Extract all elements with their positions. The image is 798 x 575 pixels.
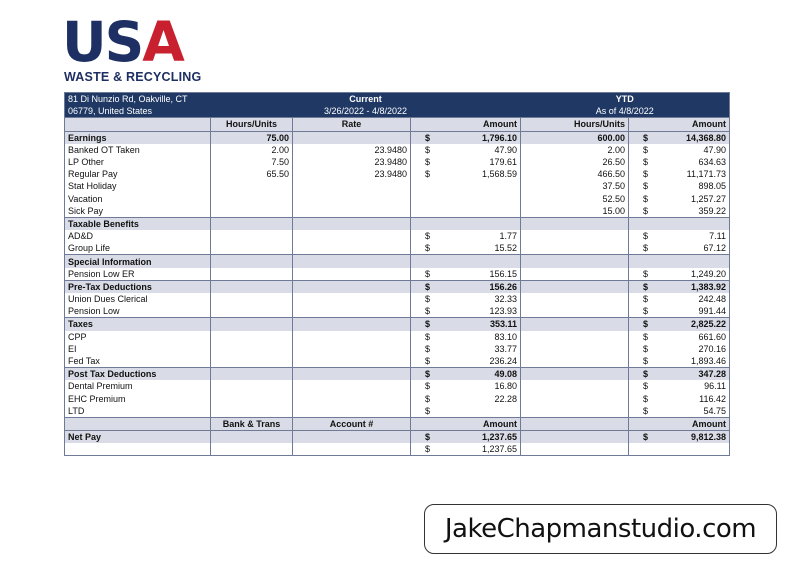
bank-blank-2: [521, 417, 629, 430]
amount-value: 353.11: [490, 319, 518, 330]
row-ytd-hours: 15.00: [521, 205, 629, 218]
ytd-period: As of 4/8/2022: [521, 105, 730, 118]
currency-symbol: $: [643, 205, 649, 216]
logo-wordmark: USA: [62, 10, 183, 74]
row-ytd-hours: [521, 393, 629, 405]
row-rate: [293, 230, 411, 242]
row-label: Post Tax Deductions: [65, 368, 211, 381]
row-ytd-hours: [521, 380, 629, 392]
currency-symbol: $: [643, 343, 649, 354]
amount-value: 1.77: [499, 231, 518, 242]
row-rate: [293, 280, 411, 293]
currency-symbol: $: [643, 381, 649, 392]
row-label: Regular Pay: [65, 168, 211, 180]
current-period: 3/26/2022 - 4/8/2022: [211, 105, 521, 118]
currency-symbol: $: [425, 306, 431, 317]
net-pay-row: [65, 431, 730, 444]
row-label: Taxes: [65, 318, 211, 331]
pay-stub-table: [64, 92, 730, 456]
row-label: AD&D: [65, 230, 211, 242]
amount-value: 47.90: [703, 144, 727, 155]
col-ytd-amount: Amount: [629, 118, 730, 131]
amount-value: 179.61: [489, 157, 518, 168]
row-rate: [293, 405, 411, 418]
row-label: Taxable Benefits: [65, 217, 211, 230]
row-ytd-amount: [629, 293, 730, 305]
bank-header-row: [65, 417, 730, 430]
currency-symbol: $: [643, 319, 649, 330]
row-rate: [293, 205, 411, 218]
row-amount: [411, 380, 521, 392]
row-ytd-amount: [629, 368, 730, 381]
row-hours: [211, 355, 293, 368]
currency-symbol: $: [425, 432, 431, 443]
row-ytd-amount: [629, 380, 730, 392]
row-hours: [211, 368, 293, 381]
row-amount: [411, 280, 521, 293]
amount-value: 1,237.65: [481, 432, 518, 443]
row-label: LP Other: [65, 156, 211, 168]
amount-value: 32.33: [494, 294, 518, 305]
row-rate: [293, 343, 411, 355]
row-ytd-hours: [521, 343, 629, 355]
row-ytd-hours: 52.50: [521, 193, 629, 205]
amount-value: 1,796.10: [481, 132, 518, 143]
row-hours: [211, 318, 293, 331]
row-rate: [293, 331, 411, 343]
row-ytd-amount: [629, 405, 730, 418]
row-amount: [411, 355, 521, 368]
np-blank3: [521, 431, 629, 444]
row-ytd-hours: [521, 318, 629, 331]
np-blank2: [293, 431, 411, 444]
row-hours: [211, 255, 293, 268]
row-label: Dental Premium: [65, 380, 211, 392]
line-item-row: [65, 343, 730, 355]
line-item-row: [65, 168, 730, 180]
row-label: Banked OT Taken: [65, 144, 211, 156]
currency-symbol: $: [643, 331, 649, 342]
currency-symbol: $: [425, 444, 431, 455]
col-rate: Rate: [293, 118, 411, 131]
row-hours: [211, 193, 293, 205]
row-hours: [211, 217, 293, 230]
row-label: EI: [65, 343, 211, 355]
section-row: [65, 368, 730, 381]
amount-value: 156.15: [489, 268, 518, 279]
row-ytd-hours: [521, 255, 629, 268]
ytd-label: YTD: [521, 93, 730, 106]
section-row: [65, 280, 730, 293]
row-label: Vacation: [65, 193, 211, 205]
logo-tagline: WASTE & RECYCLING: [64, 70, 202, 84]
amount-value: 156.26: [489, 281, 518, 292]
currency-symbol: $: [425, 331, 431, 342]
row-hours: [211, 242, 293, 255]
amount-value: 7.11: [709, 231, 727, 242]
amount-value: 270.16: [698, 343, 727, 354]
currency-symbol: $: [425, 144, 431, 155]
currency-symbol: $: [643, 157, 649, 168]
currency-symbol: $: [643, 405, 649, 416]
row-ytd-hours: 26.50: [521, 156, 629, 168]
row-hours: 75.00: [211, 131, 293, 144]
row-rate: [293, 180, 411, 192]
amount-value: 54.75: [703, 405, 727, 416]
row-amount: [411, 305, 521, 318]
employer-address: 81 Di Nunzio Rd, Oakville, CT 06779, United States: [65, 93, 211, 118]
row-amount: [411, 331, 521, 343]
row-hours: [211, 343, 293, 355]
row-ytd-amount: [629, 343, 730, 355]
row-hours: [211, 380, 293, 392]
deposit-amount: [411, 443, 521, 456]
net-pay-label: Net Pay: [65, 431, 211, 444]
row-ytd-hours: 37.50: [521, 180, 629, 192]
currency-symbol: $: [643, 432, 649, 443]
currency-symbol: $: [643, 181, 649, 192]
currency-symbol: $: [643, 281, 649, 292]
row-label: Group Life: [65, 242, 211, 255]
row-label: Pre-Tax Deductions: [65, 280, 211, 293]
amount-value: 47.90: [494, 144, 518, 155]
currency-symbol: $: [425, 319, 431, 330]
row-ytd-amount: [629, 193, 730, 205]
amount-value: 49.08: [494, 369, 518, 380]
row-ytd-hours: 600.00: [521, 131, 629, 144]
row-label: Union Dues Clerical: [65, 293, 211, 305]
row-ytd-amount: [629, 230, 730, 242]
dep-blank5: [629, 443, 730, 456]
currency-symbol: $: [643, 268, 649, 279]
row-label: Earnings: [65, 131, 211, 144]
row-amount: [411, 393, 521, 405]
amount-value: 67.12: [703, 243, 727, 254]
amount-value: 96.11: [704, 381, 727, 392]
bank-amount-label: Amount: [411, 417, 521, 430]
currency-symbol: $: [425, 405, 431, 416]
row-ytd-amount: [629, 144, 730, 156]
row-ytd-hours: [521, 242, 629, 255]
watermark: JakeChapmanstudio.com: [424, 504, 777, 554]
row-amount: [411, 368, 521, 381]
section-row: [65, 255, 730, 268]
section-row: [65, 131, 730, 144]
amount-value: 1,893.46: [690, 356, 727, 367]
col-amount: Amount: [411, 118, 521, 131]
row-rate: [293, 131, 411, 144]
amount-value: 116.42: [699, 393, 727, 404]
row-ytd-amount: [629, 131, 730, 144]
row-ytd-amount: [629, 217, 730, 230]
row-hours: [211, 293, 293, 305]
currency-symbol: $: [643, 243, 649, 254]
section-row: [65, 217, 730, 230]
col-hours: Hours/Units: [211, 118, 293, 131]
amount-value: 359.22: [698, 205, 727, 216]
row-hours: [211, 268, 293, 281]
amount-value: 22.28: [494, 393, 518, 404]
row-ytd-hours: [521, 268, 629, 281]
row-ytd-hours: [521, 280, 629, 293]
row-amount: [411, 318, 521, 331]
currency-symbol: $: [643, 144, 649, 155]
bank-ytd-amount-label: Amount: [629, 417, 730, 430]
row-amount: [411, 180, 521, 192]
np-blank1: [211, 431, 293, 444]
row-rate: [293, 268, 411, 281]
amount-value: 11,171.73: [686, 169, 727, 180]
row-rate: [293, 255, 411, 268]
row-amount: [411, 268, 521, 281]
row-amount: [411, 156, 521, 168]
line-item-row: [65, 393, 730, 405]
row-amount: [411, 242, 521, 255]
row-hours: [211, 205, 293, 218]
line-item-row: [65, 305, 730, 318]
row-ytd-hours: 466.50: [521, 168, 629, 180]
line-item-row: [65, 355, 730, 368]
line-item-row: [65, 380, 730, 392]
currency-symbol: $: [643, 356, 649, 367]
bank-trans-label: Bank & Trans: [211, 417, 293, 430]
row-ytd-amount: [629, 355, 730, 368]
dep-blank4: [521, 443, 629, 456]
line-item-row: [65, 268, 730, 281]
row-amount: [411, 230, 521, 242]
currency-symbol: $: [425, 157, 431, 168]
row-amount: [411, 405, 521, 418]
row-rate: [293, 393, 411, 405]
account-label: Account #: [293, 417, 411, 430]
amount-value: 1,237.65: [481, 444, 518, 455]
currency-symbol: $: [425, 393, 431, 404]
dep-blank2: [211, 443, 293, 456]
row-amount: [411, 343, 521, 355]
currency-symbol: $: [425, 268, 431, 279]
row-ytd-amount: [629, 255, 730, 268]
section-row: [65, 318, 730, 331]
row-amount: [411, 217, 521, 230]
row-ytd-amount: [629, 305, 730, 318]
row-ytd-amount: [629, 331, 730, 343]
currency-symbol: $: [643, 169, 649, 180]
line-item-row: [65, 156, 730, 168]
row-hours: 7.50: [211, 156, 293, 168]
row-ytd-amount: [629, 205, 730, 218]
row-rate: [293, 293, 411, 305]
amount-value: 634.63: [698, 157, 727, 168]
line-item-row: [65, 144, 730, 156]
row-label: EHC Premium: [65, 393, 211, 405]
row-label: Stat Holiday: [65, 180, 211, 192]
line-item-row: [65, 193, 730, 205]
row-amount: [411, 144, 521, 156]
line-item-row: [65, 230, 730, 242]
amount-value: 83.10: [494, 331, 518, 342]
amount-value: 1,257.27: [690, 193, 727, 204]
row-ytd-amount: [629, 268, 730, 281]
row-hours: [211, 331, 293, 343]
row-ytd-hours: [521, 217, 629, 230]
row-ytd-hours: [521, 293, 629, 305]
amount-value: 123.93: [489, 306, 518, 317]
bank-blank: [65, 417, 211, 430]
row-ytd-hours: 2.00: [521, 144, 629, 156]
row-rate: [293, 217, 411, 230]
col-ytd-hours: Hours/Units: [521, 118, 629, 131]
company-logo: [62, 10, 222, 84]
row-ytd-hours: [521, 405, 629, 418]
row-amount: [411, 168, 521, 180]
currency-symbol: $: [425, 356, 431, 367]
row-rate: [293, 242, 411, 255]
currency-symbol: $: [643, 393, 649, 404]
row-hours: [211, 393, 293, 405]
line-item-row: [65, 405, 730, 418]
row-ytd-hours: [521, 230, 629, 242]
currency-symbol: $: [425, 381, 431, 392]
amount-value: 14,368.80: [685, 132, 727, 143]
currency-symbol: $: [643, 193, 649, 204]
line-item-row: [65, 293, 730, 305]
row-hours: 65.50: [211, 168, 293, 180]
row-label: Pension Low: [65, 305, 211, 318]
amount-value: 898.05: [698, 181, 727, 192]
amount-value: 1,568.59: [481, 169, 518, 180]
amount-value: 2,825.22: [690, 319, 727, 330]
row-hours: 2.00: [211, 144, 293, 156]
row-hours: [211, 405, 293, 418]
row-ytd-amount: [629, 242, 730, 255]
amount-value: 236.24: [489, 356, 518, 367]
amount-value: 347.28: [698, 369, 727, 380]
amount-value: 15.52: [494, 243, 518, 254]
currency-symbol: $: [425, 281, 431, 292]
row-ytd-hours: [521, 368, 629, 381]
deposit-row: [65, 443, 730, 456]
net-pay-amount: [411, 431, 521, 444]
row-ytd-hours: [521, 355, 629, 368]
row-ytd-amount: [629, 180, 730, 192]
row-rate: [293, 355, 411, 368]
currency-symbol: $: [643, 369, 649, 380]
row-hours: [211, 280, 293, 293]
currency-symbol: $: [643, 231, 649, 242]
row-ytd-amount: [629, 156, 730, 168]
currency-symbol: $: [643, 294, 649, 305]
currency-symbol: $: [643, 132, 649, 143]
row-rate: [293, 368, 411, 381]
row-rate: [293, 193, 411, 205]
currency-symbol: $: [425, 243, 431, 254]
row-label: Fed Tax: [65, 355, 211, 368]
row-rate: 23.9480: [293, 168, 411, 180]
dep-blank1: [65, 443, 211, 456]
currency-symbol: $: [425, 132, 431, 143]
row-amount: [411, 193, 521, 205]
amount-value: 991.44: [698, 306, 727, 317]
row-rate: [293, 318, 411, 331]
amount-value: 33.77: [494, 343, 518, 354]
row-ytd-amount: [629, 168, 730, 180]
row-ytd-hours: [521, 331, 629, 343]
row-rate: 23.9480: [293, 144, 411, 156]
current-label: Current: [211, 93, 521, 106]
row-amount: [411, 205, 521, 218]
row-ytd-amount: [629, 393, 730, 405]
row-ytd-amount: [629, 318, 730, 331]
row-amount: [411, 131, 521, 144]
column-header-row: [65, 118, 730, 131]
row-amount: [411, 293, 521, 305]
currency-symbol: $: [425, 343, 431, 354]
currency-symbol: $: [425, 369, 431, 380]
currency-symbol: $: [425, 294, 431, 305]
amount-value: 242.48: [698, 294, 727, 305]
row-ytd-amount: [629, 280, 730, 293]
line-item-row: [65, 205, 730, 218]
row-hours: [211, 230, 293, 242]
row-label: CPP: [65, 331, 211, 343]
amount-value: 661.60: [698, 331, 727, 342]
row-label: LTD: [65, 405, 211, 418]
row-rate: 23.9480: [293, 156, 411, 168]
amount-value: 9,812.38: [690, 432, 727, 443]
row-amount: [411, 255, 521, 268]
dep-blank3: [293, 443, 411, 456]
row-hours: [211, 305, 293, 318]
row-hours: [211, 180, 293, 192]
amount-value: 16.80: [494, 381, 518, 392]
currency-symbol: $: [425, 169, 431, 180]
row-rate: [293, 380, 411, 392]
row-label: Pension Low ER: [65, 268, 211, 281]
amount-value: 1,383.92: [690, 281, 727, 292]
row-rate: [293, 305, 411, 318]
row-label: Special Information: [65, 255, 211, 268]
row-label: Sick Pay: [65, 205, 211, 218]
row-ytd-hours: [521, 305, 629, 318]
line-item-row: [65, 180, 730, 192]
amount-value: 1,249.20: [690, 268, 727, 279]
line-item-row: [65, 331, 730, 343]
currency-symbol: $: [643, 306, 649, 317]
net-pay-ytd: [629, 431, 730, 444]
currency-symbol: $: [425, 231, 431, 242]
line-item-row: [65, 242, 730, 255]
